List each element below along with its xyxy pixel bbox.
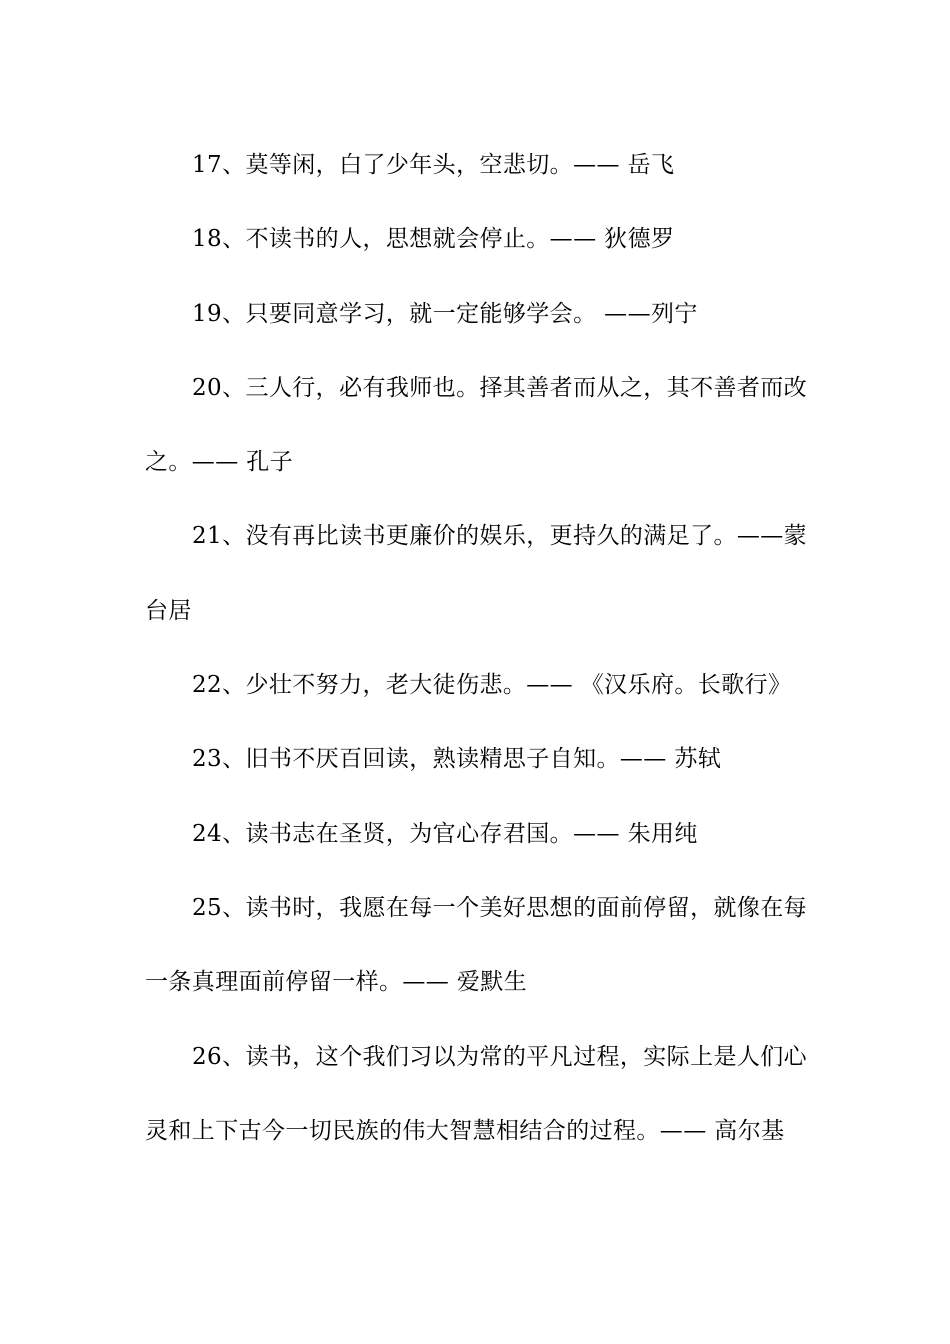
- quote-17: 17、莫等闲，白了少年头，空悲切。—— 岳飞: [192, 152, 675, 178]
- quote-20: 20、三人行，必有我师也。择其善者而从之，其不善者而改之。—— 孔子: [145, 374, 808, 476]
- quote-26: 26、读书，这个我们习以为常的平凡过程，实际上是人们心灵和上下古今一切民族的伟大智慧相结合的过程。—— 高尔基: [145, 1043, 808, 1144]
- quote-25: 25、读书时，我愿在每一个美好思想的面前停留，就像在每一条真理面前停留一样。—— 爱默生: [145, 894, 808, 996]
- quote-list: [145, 128, 810, 1168]
- quote-24: 24、读书志在圣贤，为官心存君国。—— 朱用纯: [192, 820, 698, 847]
- quote-19: 19、只要同意学习，就一定能够学会。 ——列宁: [192, 300, 698, 327]
- quote-23: 23、旧书不厌百回读，熟读精思子自知。—— 苏轼: [192, 746, 722, 773]
- quote-18: 18、不读书的人，思想就会停止。—— 狄德罗: [192, 226, 675, 253]
- quote-22: 22、少壮不努力，老大徒伤悲。—— 《汉乐府。长歌行》: [192, 672, 792, 699]
- quote-21: 21、没有再比读书更廉价的娱乐，更持久的满足了。——蒙台居: [145, 523, 808, 624]
